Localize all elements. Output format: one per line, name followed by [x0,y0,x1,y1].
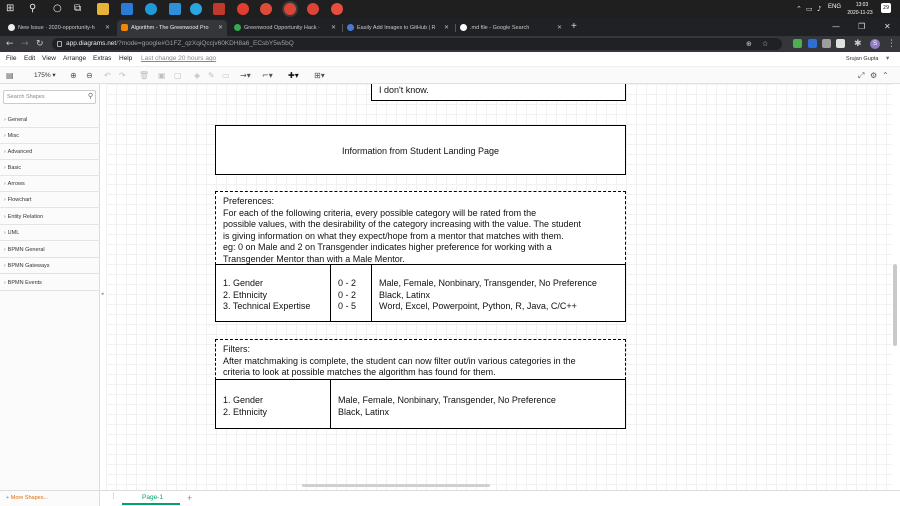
vertical-scrollbar[interactable] [893,264,897,346]
settings-icon[interactable]: ⚙ [870,71,878,80]
google-icon [460,24,467,31]
chevron-right-icon: › [4,263,6,269]
more-shapes-button[interactable]: + More Shapes... [6,495,49,501]
app-icon[interactable] [213,3,225,15]
url-path: /?mode=google#G1FZ_qzXqiQccjv60KDH8a6_ECsbY5w5bQ [116,40,294,47]
tab-greenwood-hack[interactable] [230,20,340,36]
category-list: Black, Latinx [338,406,390,417]
zoom-out-icon[interactable]: ⊖ [86,71,93,80]
sidebar-item-arrows[interactable] [0,176,100,192]
tab-algorithm[interactable] [117,20,227,36]
horizontal-scrollbar[interactable] [302,484,490,487]
preferences-line: Transgender Mentor than with a Male Mentor. [223,253,405,264]
close-icon[interactable]: ✕ [104,25,110,31]
insert-icon[interactable]: ✚▾ [288,71,299,80]
chevron-right-icon: › [4,149,6,155]
close-window-icon[interactable]: ✕ [884,22,891,31]
shadow-icon[interactable]: ▭ [222,71,230,80]
store-icon[interactable] [169,3,181,15]
reload-icon[interactable]: ↻ [36,39,44,49]
sidebar-item-label: General [7,117,28,123]
preferences-line: For each of the following criteria, every possible category will be rated from the [223,207,537,218]
sidebar-item-bpmn-events[interactable] [0,275,100,291]
chevron-right-icon: › [4,165,6,171]
filters-line: After matchmaking is complete, the student can now filter out/in various categories in the [223,355,576,366]
extensions-puzzle-icon[interactable]: ✱ [854,39,862,49]
chrome-icon[interactable] [260,3,272,15]
forward-icon[interactable]: → [21,39,29,49]
preferences-range-cell[interactable] [330,264,372,322]
tab-github-images[interactable] [343,20,453,36]
menu-file[interactable]: File [6,55,17,62]
tab-page-1[interactable] [122,491,180,505]
category-list: Word, Excel, Powerpoint, Python, R, Java, C/C++ [379,301,577,311]
landing-page-box[interactable] [215,125,626,175]
sidebar-item-bpmn-general[interactable] [0,242,100,258]
sidebar-item-label: BPMN Gateways [7,263,50,269]
chrome-menu-icon[interactable]: ⋮ [887,39,896,49]
chrome-icon[interactable] [307,3,319,15]
github-icon [8,24,15,31]
close-icon[interactable]: ✕ [217,25,223,31]
chevron-right-icon: › [4,214,6,220]
battery-icon[interactable]: ▭ [806,5,813,13]
extension-icon[interactable] [808,39,817,48]
app-icon[interactable] [331,3,343,15]
extension-icon[interactable] [793,39,802,48]
volume-icon[interactable]: ♪ [817,5,822,13]
collapse-icon[interactable]: ⌃ [882,71,889,80]
search-icon[interactable]: ⚲ [29,3,37,14]
app-icon[interactable] [237,3,249,15]
menu-extras[interactable]: Extras [93,55,112,62]
extension-icon[interactable] [822,39,831,48]
criterion: 3. Technical Expertise [223,301,311,311]
browser-address-row [0,36,900,52]
waypoints-icon[interactable]: ⌐▾ [262,71,273,80]
to-front-icon[interactable]: ▣ [158,71,166,80]
sidebar-item-misc[interactable] [0,128,100,144]
address-bar[interactable] [52,38,782,50]
filters-criteria-cell[interactable] [215,379,331,429]
sidebar-item-bpmn-gateways[interactable] [0,258,100,274]
notification-badge[interactable]: 29 [882,5,890,11]
sidebar-item-label: Flowchart [7,197,32,203]
menu-help[interactable]: Help [119,55,133,62]
last-change-link[interactable]: Last change 20 hours ago [141,55,217,62]
menu-arrange[interactable]: Arrange [63,55,87,62]
lock-icon[interactable] [57,41,62,47]
fill-color-icon[interactable]: ◈ [194,71,201,80]
sidebar-item-label: BPMN Events [7,280,42,286]
profile-avatar[interactable]: S [870,39,880,49]
chevron-right-icon: › [4,133,6,139]
sidebar-item-label: Advanced [7,149,33,155]
criterion: 2. Ethnicity [223,289,268,300]
preferences-description[interactable] [215,191,626,265]
back-icon[interactable]: ← [6,39,14,49]
tab-title: Greenwood Opportunity Hack · [244,25,320,31]
url-text[interactable] [66,38,294,50]
sidebar-item-label: UML [7,230,20,236]
windows-start-icon[interactable]: ⊞ [6,3,15,14]
drawio-icon [121,24,128,31]
sidebar-item-label: BPMN General [7,247,45,253]
answer-text: I don't know. [379,85,429,95]
restore-icon[interactable]: ❐ [858,22,866,31]
zoom-value: 175% [34,72,51,79]
chevron-right-icon: › [4,247,6,253]
browser-tab-strip [0,18,900,36]
pages-menu-icon[interactable]: ⋮ [110,492,117,500]
sidebar-item-advanced[interactable] [0,144,100,160]
filters-line: criteria to look at possible matches the algorithm has found for them. [223,367,496,377]
mail-icon[interactable] [121,3,133,15]
cortana-icon[interactable]: ○ [53,3,62,14]
category-list: Male, Female, Nonbinary, Transgender, No Preference [379,278,597,288]
redo-icon[interactable]: ↷ [119,71,126,80]
sidebar-item-general[interactable] [0,112,100,128]
preferences-categories-cell[interactable] [371,264,626,322]
chevron-up-icon[interactable]: ⌃ [796,5,802,13]
answer-box[interactable] [371,84,626,101]
menu-view[interactable]: View [42,55,56,62]
docs-icon [234,24,241,31]
search-shapes-box [3,90,96,104]
chevron-down-icon[interactable]: ▾ [886,55,890,62]
drawio-toolbar [0,66,900,84]
range-value: 0 - 5 [338,301,357,311]
filters-line: Filters: [223,344,250,354]
sidebar-footer [0,490,100,506]
range-value: 0 - 2 [338,289,357,300]
tab-title: New Issue · 2020-opportunity-h [18,25,95,31]
table-icon[interactable]: ⊞▾ [314,71,325,80]
zoom-level[interactable]: 175% ▾ [34,72,56,79]
shapes-sidebar [0,84,100,490]
tab-title: .md file - Google Search [470,25,530,31]
zoom-in-icon[interactable]: ⊕ [70,71,77,80]
sidebar-item-label: Entity Relation [7,214,44,220]
preferences-line: Preferences: [223,196,275,206]
landing-page-title: Information from Student Landing Page [341,146,500,156]
category-list: Male, Female, Nonbinary, Transgender, No Preference [338,395,556,405]
sidebar-item-label: Basic [7,165,22,171]
chevron-right-icon: › [4,117,6,123]
menu-edit[interactable]: Edit [24,55,36,62]
diagram-canvas[interactable] [106,84,892,490]
undo-icon[interactable]: ↶ [104,71,111,80]
windows-taskbar [0,0,900,18]
close-icon[interactable]: ✕ [330,25,336,31]
preferences-line: eg: 0 on Male and 2 on Transgender indicates higher preference for working with a [223,242,552,252]
sidebar-item-basic[interactable] [0,160,100,176]
chevron-right-icon: › [4,280,6,286]
line-color-icon[interactable]: ✎ [208,71,215,80]
format-panel-icon[interactable]: ▤ [6,71,14,80]
file-explorer-icon[interactable] [97,3,109,15]
criterion: 2. Ethnicity [223,406,268,417]
bookmark-star-icon[interactable]: ☆ [762,40,769,48]
chevron-right-icon: › [4,197,6,203]
fullscreen-icon[interactable]: ⤢ [858,71,865,80]
delete-icon[interactable]: 🗑 [139,71,150,80]
search-shapes-input[interactable] [7,91,85,103]
minimize-icon[interactable]: — [832,22,840,31]
page-tab-label: Page-1 [142,494,163,501]
tab-title: Algorithm - The Greenwood Pro [131,25,209,31]
task-view-icon[interactable]: ⧉ [74,3,82,14]
tab-google-search[interactable] [456,20,566,36]
filters-description[interactable] [215,339,626,380]
clock-date[interactable]: 2020-11-23 [847,10,873,16]
site-icon [347,24,354,31]
preferences-line: is giving information on what they expect/hope from a mentor that matches with them. [223,230,564,241]
sidebar-item-uml[interactable] [0,225,100,241]
criterion: 1. Gender [223,278,264,288]
search-icon[interactable]: ⚲ [87,92,93,100]
sidebar-item-label: Arrows [7,181,25,187]
install-icon[interactable]: ⊕ [746,40,752,48]
telegram-icon[interactable] [190,3,202,15]
url-host: app.diagrams.net [66,40,117,47]
close-icon[interactable]: ✕ [443,25,449,31]
preferences-criteria-cell[interactable] [215,264,331,322]
range-value: 0 - 2 [338,278,357,288]
sidebar-item-entity-relation[interactable] [0,209,100,225]
chevron-right-icon: › [4,181,6,187]
filters-categories-cell[interactable] [330,379,626,429]
extension-icon[interactable] [836,39,845,48]
tab-github-issue[interactable] [4,20,114,36]
tab-title: Easily Add Images to GitHub | R [357,25,436,31]
sidebar-collapse-handle[interactable]: ◂ [101,291,104,297]
clock-time[interactable]: 13:03 [855,2,869,8]
sidebar-item-flowchart[interactable] [0,192,100,208]
category-list: Black, Latinx [379,289,431,300]
preferences-line: possible values, with the desirability of the category increasing with the value. The student [223,219,582,229]
add-page-button[interactable]: + [187,493,193,503]
language-indicator[interactable]: ENG [828,4,842,10]
criterion: 1. Gender [223,395,264,405]
chrome-icon[interactable] [284,3,296,15]
sidebar-item-label: Misc [7,133,19,139]
to-back-icon[interactable]: ▢ [174,71,182,80]
close-icon[interactable]: ✕ [556,25,562,31]
edge-icon[interactable] [145,3,157,15]
drawio-menubar [0,52,900,66]
user-name[interactable]: Srujan Gupta [846,56,879,62]
connection-icon[interactable]: →▾ [240,71,251,80]
page-bar [100,490,900,506]
new-tab-button[interactable]: + [571,21,577,32]
chevron-right-icon: › [4,230,6,236]
